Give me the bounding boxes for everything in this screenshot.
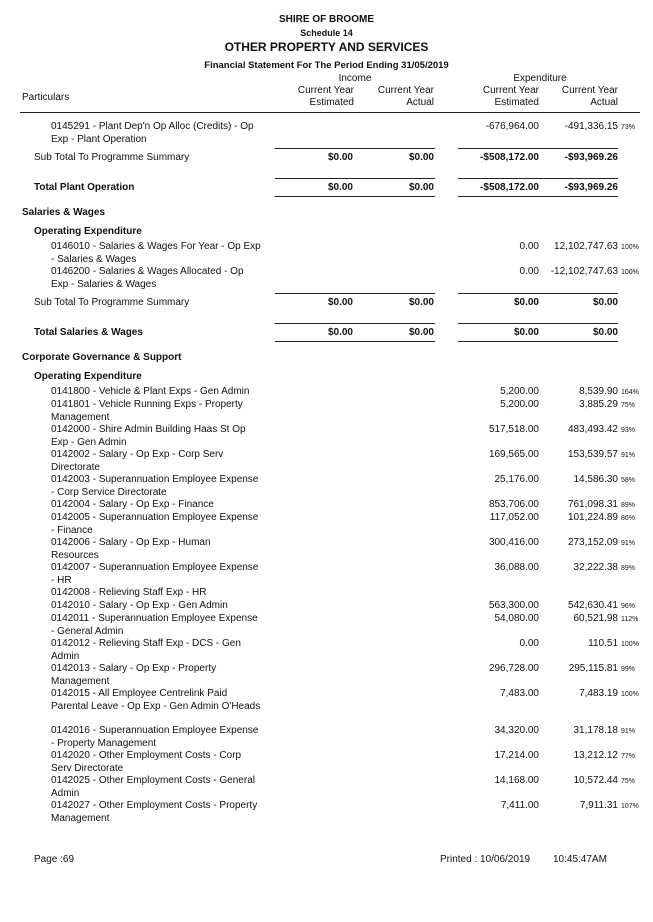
line-current-estimated: 517,518.00 <box>488 424 539 435</box>
line-current-actual: 295,115.81 <box>568 663 618 674</box>
line-current-estimated: 296,728.00 <box>488 663 539 674</box>
expenditure-total-underline <box>458 196 618 197</box>
subtotal-expenditure-estimated: -$508,172.00 <box>480 152 539 163</box>
line-item-row <box>0 241 653 265</box>
total-expenditure-actual: $0.00 <box>592 327 618 338</box>
inc-est-header-2: Estimated <box>309 97 354 108</box>
line-current-estimated: 563,300.00 <box>488 600 539 611</box>
line-current-estimated: 853,706.00 <box>488 499 539 510</box>
line-item-row <box>0 688 653 712</box>
line-particular: 0142006 - Salary - Op Exp - Human Resources <box>51 537 211 561</box>
line-item-row <box>0 424 653 448</box>
subtotal-income-actual: $0.00 <box>408 297 434 308</box>
income-total-underline <box>275 341 435 342</box>
income-total-underline <box>275 196 435 197</box>
total-expenditure-estimated: $0.00 <box>513 327 539 338</box>
subtotal-label: Sub Total To Programme Summary <box>34 297 190 308</box>
line-percentage: 91% <box>621 540 636 547</box>
income-header: Income <box>338 73 372 84</box>
line-item-row <box>0 638 653 662</box>
inc-est-header-1: Current Year <box>297 85 354 96</box>
line-particular: 0142004 - Salary - Op Exp - Finance <box>51 499 214 510</box>
line-percentage: 86% <box>621 515 636 522</box>
line-percentage: 89% <box>621 565 636 572</box>
line-percentage: 75% <box>621 402 636 409</box>
line-percentage: 100% <box>621 641 639 648</box>
section-heading-corporate: Corporate Governance & Support <box>22 352 182 363</box>
salaries-total-row <box>0 327 653 351</box>
total-income-estimated: $0.00 <box>327 327 353 338</box>
line-percentage: 107% <box>621 803 639 810</box>
line-current-estimated: 34,320.00 <box>494 725 539 736</box>
line-current-actual: 8,539.90 <box>579 386 618 397</box>
subtotal-expenditure-actual: $0.00 <box>592 297 618 308</box>
expenditure-total-underline <box>458 341 618 342</box>
line-percentage: 75% <box>621 778 636 785</box>
exp-act-header-1: Current Year <box>561 85 618 96</box>
exp-act-header-2: Actual <box>590 97 618 108</box>
total-income-actual: $0.00 <box>408 327 434 338</box>
line-current-estimated: 7,411.00 <box>500 800 539 811</box>
total-label: Total Plant Operation <box>34 182 135 193</box>
plant-total-row <box>0 182 653 206</box>
income-subtotal-rule <box>275 148 435 149</box>
line-current-actual: 153,539.57 <box>567 449 618 460</box>
schedule-label: Schedule 14 <box>300 28 353 38</box>
line-percentage: 89% <box>621 502 636 509</box>
line-percentage: 73% <box>621 124 636 131</box>
line-particular: 0142007 - Superannuation Employee Expense - HR <box>51 562 259 586</box>
salaries-subtotal-row <box>0 297 653 321</box>
line-particular: 0142002 - Salary - Op Exp - Corp Serv Directorate <box>51 449 224 473</box>
inc-act-header-1: Current Year <box>377 85 434 96</box>
income-total-rule <box>275 323 435 324</box>
line-current-actual: 101,224.89 <box>567 512 618 523</box>
expenditure-header: Expenditure <box>513 73 567 84</box>
line-percentage: 100% <box>621 244 639 251</box>
report-period: Financial Statement For The Period Ending 31/05/2019 <box>204 60 449 71</box>
exp-est-header-1: Current Year <box>482 85 539 96</box>
line-current-estimated: 0.00 <box>519 638 539 649</box>
line-current-estimated: 169,565.00 <box>488 449 539 460</box>
line-particular: 0141801 - Vehicle Running Exps - Property Management <box>51 399 243 423</box>
subtotal-expenditure-actual: -$93,969.26 <box>564 152 618 163</box>
line-current-estimated: 14,168.00 <box>494 775 539 786</box>
line-current-estimated: 5,200.00 <box>500 399 539 410</box>
line-current-estimated: 300,416.00 <box>488 537 539 548</box>
report-title: OTHER PROPERTY AND SERVICES <box>224 40 429 54</box>
line-particular: 0142015 - All Employee Centrelink Paid Parental Leave - Op Exp - Gen Admin O'Heads <box>51 688 261 712</box>
plant-line-item <box>0 121 653 145</box>
subtotal-income-actual: $0.00 <box>408 152 434 163</box>
line-current-actual: -12,102,747.63 <box>550 266 618 277</box>
expenditure-total-rule <box>458 323 618 324</box>
line-particular: 0142003 - Superannuation Employee Expense - Corp Service Directorate <box>51 474 259 498</box>
line-current-actual: 3,885.29 <box>579 399 618 410</box>
line-particular: 0142008 - Relieving Staff Exp - HR <box>51 587 207 598</box>
line-percentage: 96% <box>621 603 636 610</box>
line-current-actual: 14,586.30 <box>573 474 618 485</box>
line-item-row <box>0 725 653 749</box>
exp-est-header-2: Estimated <box>494 97 539 108</box>
line-current-actual: 10,572.44 <box>573 775 618 786</box>
line-percentage: 100% <box>621 691 639 698</box>
line-percentage: 91% <box>621 452 636 459</box>
line-item-row <box>0 474 653 498</box>
line-current-actual: 7,911.31 <box>579 800 618 811</box>
subtotal-income-estimated: $0.00 <box>327 297 353 308</box>
subtotal-income-estimated: $0.00 <box>327 152 353 163</box>
line-current-estimated: 25,176.00 <box>494 474 539 485</box>
line-current-actual: 761,098.31 <box>567 499 618 510</box>
line-percentage <box>621 587 649 588</box>
line-percentage: 99% <box>621 666 636 673</box>
total-expenditure-actual: -$93,969.26 <box>564 182 618 193</box>
line-particular: 0142012 - Relieving Staff Exp - DCS - Gen Admin <box>51 638 241 662</box>
line-percentage: 93% <box>621 427 636 434</box>
line-item-row <box>0 512 653 536</box>
org-name: SHIRE OF BROOME <box>278 14 374 25</box>
expenditure-total-rule <box>458 178 618 179</box>
header-divider <box>20 112 640 113</box>
section-heading-salaries: Salaries & Wages <box>22 207 106 218</box>
line-particular: 0142016 - Superannuation Employee Expense - Property Management <box>51 725 259 749</box>
operating-expenditure-heading: Operating Expenditure <box>34 226 142 237</box>
line-item-row <box>0 750 653 774</box>
line-current-actual: 542,630.41 <box>567 600 618 611</box>
line-current-estimated: 117,052.00 <box>489 512 539 523</box>
line-particular: 0142025 - Other Employment Costs - General Admin <box>51 775 255 799</box>
line-current-actual: 32,222.38 <box>573 562 618 573</box>
income-subtotal-rule <box>275 293 435 294</box>
line-item-row <box>0 266 653 290</box>
line-current-estimated: 0.00 <box>519 266 539 277</box>
line-current-actual: 7,483.19 <box>579 688 618 699</box>
line-current-actual: 273,152.09 <box>567 537 618 548</box>
line-particular: 0145291 - Plant Dep'n Op Alloc (Credits) - Op Exp - Plant Operation <box>51 121 254 145</box>
line-percentage: 164% <box>621 389 639 396</box>
line-current-actual: 31,178.18 <box>573 725 618 736</box>
line-item-row <box>0 800 653 824</box>
line-particular: 0142027 - Other Employment Costs - Property Management <box>51 800 258 824</box>
line-item-row <box>0 663 653 687</box>
total-income-estimated: $0.00 <box>327 182 353 193</box>
line-current-actual: 13,212.12 <box>573 750 618 761</box>
line-item-row <box>0 775 653 799</box>
line-current-actual: -491,336.15 <box>564 121 618 132</box>
inc-act-header-2: Actual <box>406 97 434 108</box>
line-current-estimated: 7,483.00 <box>500 688 539 699</box>
line-particular: 0146200 - Salaries & Wages Allocated - Op Exp - Salaries & Wages <box>51 266 244 290</box>
line-current-actual: 110.51 <box>588 638 618 649</box>
line-particular: 0146010 - Salaries & Wages For Year - Op Exp - Salaries & Wages <box>51 241 261 265</box>
line-current-actual: 12,102,747.63 <box>554 241 618 252</box>
line-item-row <box>0 399 653 423</box>
line-percentage: 58% <box>621 477 636 484</box>
expenditure-subtotal-rule <box>458 148 618 149</box>
line-particular: 0142013 - Salary - Op Exp - Property Management <box>51 663 217 687</box>
printed-date: Printed : 10/06/2019 <box>440 854 531 865</box>
operating-expenditure-heading: Operating Expenditure <box>34 371 142 382</box>
subtotal-expenditure-estimated: $0.00 <box>513 297 539 308</box>
line-current-estimated: 17,214.00 <box>494 750 539 761</box>
line-item-row <box>0 449 653 473</box>
subtotal-label: Sub Total To Programme Summary <box>34 152 190 163</box>
line-particular: 0142020 - Other Employment Costs - Corp Serv Directorate <box>51 750 242 774</box>
line-current-estimated: 5,200.00 <box>500 386 539 397</box>
total-income-actual: $0.00 <box>408 182 434 193</box>
line-particular: 0142010 - Salary - Op Exp - Gen Admin <box>51 600 228 611</box>
line-current-estimated: 54,080.00 <box>494 613 539 624</box>
line-particular: 0142000 - Shire Admin Building Haas St Op Exp - Gen Admin <box>51 424 246 448</box>
line-percentage: 91% <box>621 728 636 735</box>
line-current-actual: 483,493.42 <box>567 424 618 435</box>
line-current-estimated: 0.00 <box>519 241 539 252</box>
expenditure-subtotal-rule <box>458 293 618 294</box>
page-number: Page :69 <box>34 854 75 865</box>
plant-subtotal-row <box>0 152 653 176</box>
income-total-rule <box>275 178 435 179</box>
line-particular: 0141800 - Vehicle & Plant Exps - Gen Admin <box>51 386 250 397</box>
line-current-estimated: 36,088.00 <box>494 562 539 573</box>
total-expenditure-estimated: -$508,172.00 <box>480 182 539 193</box>
particulars-header: Particulars <box>22 92 70 103</box>
line-particular: 0142011 - Superannuation Employee Expense - General Admin <box>51 613 258 637</box>
line-item-row <box>0 537 653 561</box>
line-percentage: 112% <box>621 616 639 623</box>
printed-time: 10:45:47AM <box>553 854 607 865</box>
line-current-estimated: -676,964.00 <box>485 121 539 132</box>
line-item-row <box>0 562 653 586</box>
line-current-actual: 60,521.98 <box>573 613 618 624</box>
line-particular: 0142005 - Superannuation Employee Expense - Finance <box>51 512 259 536</box>
line-percentage: 77% <box>621 753 636 760</box>
total-label: Total Salaries & Wages <box>34 327 143 338</box>
line-percentage: 100% <box>621 269 639 276</box>
line-item-row <box>0 613 653 637</box>
